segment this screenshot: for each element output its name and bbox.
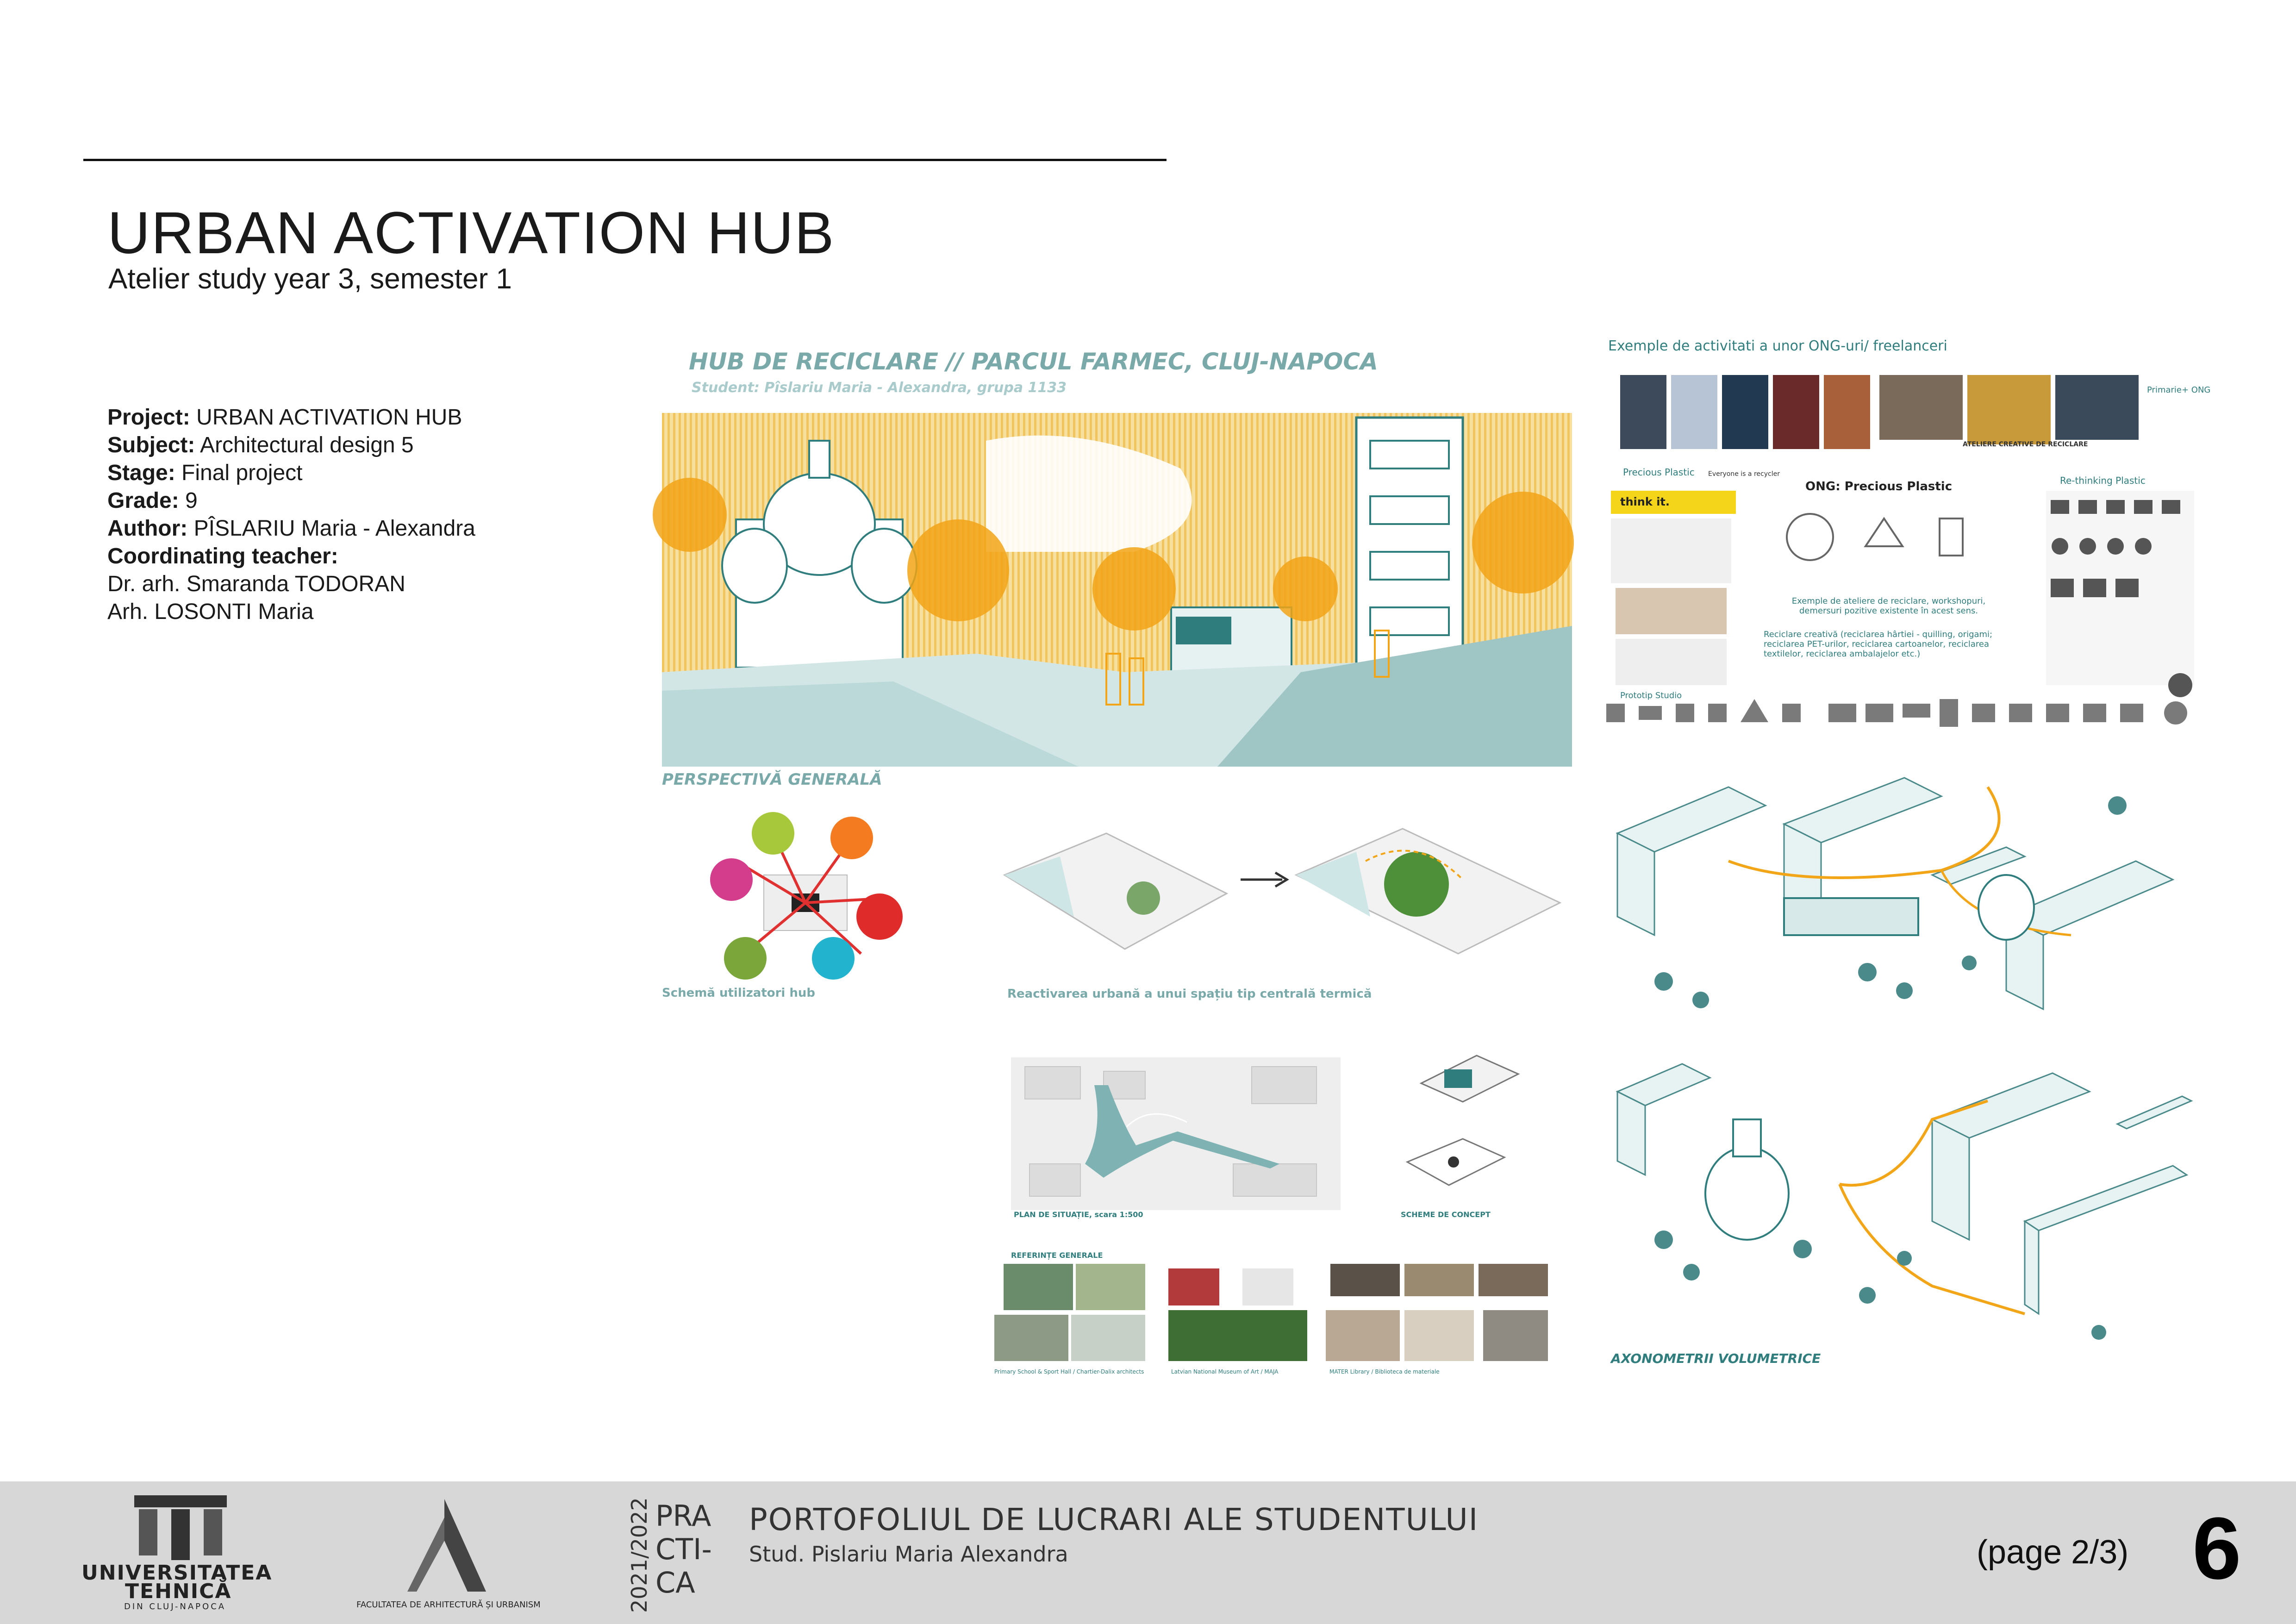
perspective-image: [662, 413, 1572, 767]
axonometry-bottom: [1608, 1055, 2194, 1342]
portfolio-title: PORTOFOLIUL DE LUCRARI ALE STUDENTULUI: [749, 1502, 1479, 1537]
axonometry-caption: AXONOMETRII VOLUMETRICE: [1611, 1351, 1821, 1366]
ong-primarie: Primarie+ ONG: [2147, 385, 2211, 395]
users-scheme: [694, 806, 917, 991]
concept-caption: SCHEME DE CONCEPT: [1401, 1210, 1491, 1219]
university-name-1: UNIVERSITATEA: [81, 1561, 273, 1585]
university-name-2: TEHNICĂ: [125, 1580, 232, 1603]
reference-2: Latvian National Museum of Art / MAJA: [1171, 1368, 1279, 1375]
references-images: [992, 1259, 1557, 1367]
reference-1: Primary School & Sport Hall / Chartier-Dalix architects: [994, 1368, 1144, 1375]
info-author: Author: PÎSLARIU Maria - Alexandra: [107, 516, 475, 541]
info-stage: Stage: Final project: [107, 461, 303, 485]
references-title: REFERINȚE GENERALE: [1011, 1251, 1103, 1260]
ong-creative-text: Reciclare creativă (reciclarea hârtiei - quilling, origami; reciclarea PET-urilor, reciclarea cartoanelor, reciclarea textilelor, reciclarea ambalajelor etc.): [1764, 630, 1993, 659]
site-plan-caption: PLAN DE SITUAȚIE, scara 1:500: [1014, 1210, 1143, 1219]
top-rule: [83, 159, 1167, 161]
info-teacher-1: Dr. arh. Smaranda TODORAN: [107, 572, 406, 596]
practica-label-3: CA: [655, 1566, 695, 1599]
ong-think: think it.: [1620, 495, 1670, 508]
board-title: HUB DE RECICLARE // PARCUL FARMEC, CLUJ-NAPOCA: [689, 348, 1378, 375]
practica-label-1: PRA: [655, 1499, 711, 1533]
university-name-3: DIN CLUJ-NAPOCA: [124, 1602, 226, 1612]
practica-label-2: CTI-: [655, 1532, 712, 1566]
info-subject: Subject: Architectural design 5: [107, 433, 414, 457]
ong-atelier: ATELIERE CREATIVE DE RECICLARE: [1963, 441, 2088, 448]
ong-collage: [1606, 361, 2211, 736]
page-number: 6: [2192, 1499, 2241, 1598]
project-info: [107, 404, 475, 626]
page-title: URBAN ACTIVATION HUB: [107, 200, 835, 266]
axonometry-top: [1608, 768, 2194, 1037]
student-line: Stud. Pislariu Maria Alexandra: [749, 1542, 1068, 1567]
users-caption: Schemă utilizatori hub: [662, 986, 816, 1000]
faculty-name: FACULTATEA DE ARHITECTURĂ ȘI URBANISM: [356, 1600, 541, 1610]
perspective-caption: PERSPECTIVĂ GENERALĂ: [662, 770, 882, 789]
ong-example-text: Exemple de ateliere de reciclare, workshopuri, demersuri pozitive existente în acest sens.: [1791, 596, 1986, 616]
ong-precious: Precious Plastic: [1623, 467, 1695, 478]
page-of: (page 2/3): [1977, 1534, 2129, 1571]
reference-3: MATER Library / Biblioteca de materiale: [1329, 1368, 1440, 1375]
ong-rethinking: Re-thinking Plastic: [2060, 475, 2146, 486]
info-teacher-label: Coordinating teacher:: [107, 544, 338, 568]
faculty-logo: [398, 1499, 491, 1592]
reactivation-diagram: [1004, 815, 1569, 968]
ong-prototip: Prototip Studio: [1620, 691, 1682, 700]
board-student: Student: Pîslariu Maria - Alexandra, grupa 1133: [692, 380, 1067, 396]
info-grade: Grade: 9: [107, 488, 198, 513]
site-plan: [1011, 1057, 1341, 1210]
ut-logo: [134, 1495, 227, 1560]
ong-title: ONG: Precious Plastic: [1805, 480, 1953, 493]
page-subtitle: Atelier study year 3, semester 1: [108, 263, 512, 295]
ong-heading: Exemple de activitati a unor ONG-uri/ freelanceri: [1608, 338, 1947, 354]
academic-year: 2021/2022: [627, 1497, 652, 1613]
info-teacher-2: Arh. LOSONTI Maria: [107, 600, 314, 624]
info-project: Project: URBAN ACTIVATION HUB: [107, 405, 462, 430]
ong-everyone: Everyone is a recycler: [1708, 470, 1780, 478]
concept-scheme: [1403, 1046, 1523, 1199]
reactivation-caption: Reactivarea urbană a unui spațiu tip centrală termică: [1007, 987, 1372, 1001]
